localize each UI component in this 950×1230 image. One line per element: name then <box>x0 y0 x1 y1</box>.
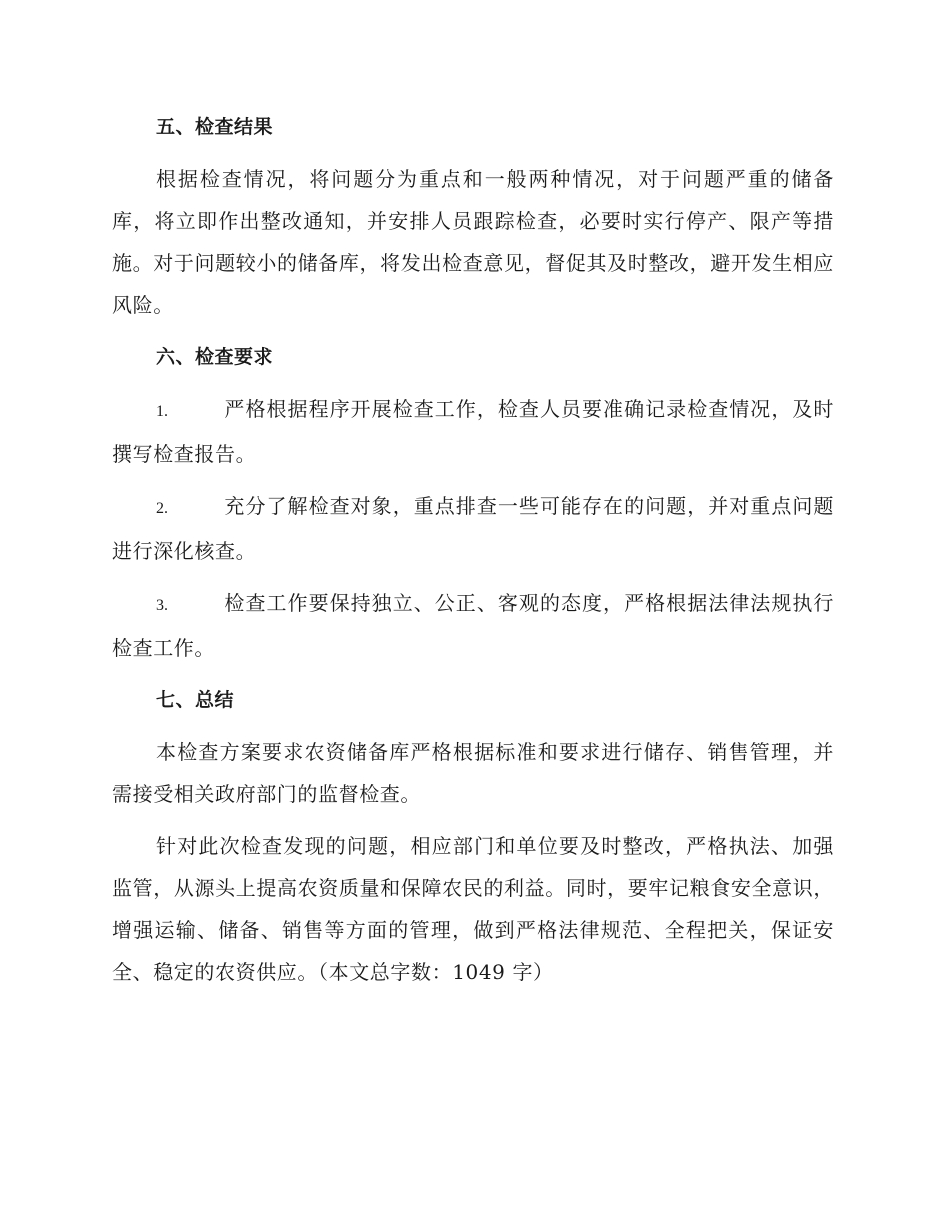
section-heading-summary: 七、总结 <box>156 689 235 711</box>
list-item-text: 检查工作要保持独立、公正、客观的态度，严格根据法律法规执行检查工作。 <box>112 591 834 660</box>
list-item-text: 严格根据程序开展检查工作，检查人员要准确记录检查情况，及时撰写检查报告。 <box>112 397 834 466</box>
summary-paragraph-2: 针对此次检查发现的问题，相应部门和单位要及时整改，严格执法、加强监管，从源头上提高农资质量和保障农民的利益。同时，要牢记粮食安全意识，增强运输、储备、销售等方面的管理，做到严格法律规范、全程把关，保证安全、稳定的农资供应。（本文总字数：1049 字） <box>112 834 834 984</box>
list-item <box>112 582 834 669</box>
list-item-number: 2. <box>156 500 168 517</box>
summary-paragraph-1: 本检查方案要求农资储备库严格根据标准和要求进行储存、销售管理，并需接受相关政府部门的监督检查。 <box>112 740 834 806</box>
list-item-text: 充分了解检查对象，重点排查一些可能存在的问题，并对重点问题进行深化核查。 <box>112 494 834 563</box>
list-item-number: 3. <box>156 597 168 614</box>
section-heading-results: 五、检查结果 <box>156 116 274 138</box>
document-page <box>112 106 834 1003</box>
list-item <box>112 485 834 572</box>
section-heading-requirements: 六、检查要求 <box>156 346 274 368</box>
list-item <box>112 388 834 475</box>
section-results-paragraph: 根据检查情况，将问题分为重点和一般两种情况，对于问题严重的储备库，将立即作出整改通知，并安排人员跟踪检查，必要时实行停产、限产等措施。对于问题较小的储备库，将发出检查意见，督促其及时整改，避开发生相应风险。 <box>112 167 834 317</box>
list-item-number: 1. <box>156 403 168 420</box>
